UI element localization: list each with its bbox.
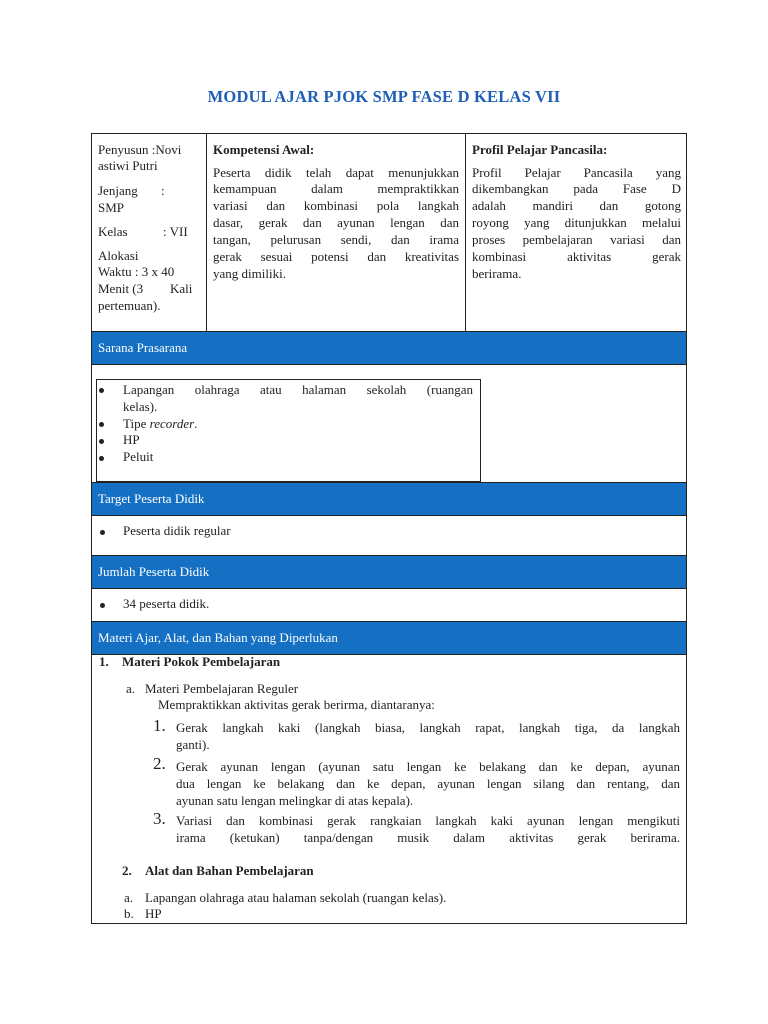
penyusun-row: [98, 142, 181, 158]
bullet-icon: [100, 603, 105, 608]
jenjang-value: SMP: [98, 200, 125, 215]
alokasi-line-4: pertemuan).: [98, 298, 161, 313]
profil-line: royong yang ditunjukkan melalui: [472, 215, 681, 230]
penyusun-label: Penyusun :: [98, 142, 156, 157]
section-1-title: Materi Pokok Pembelajaran: [122, 654, 281, 669]
kompetensi-line: Peserta didik telah dapat menunjukkan: [213, 165, 459, 180]
divider-col-2: [465, 133, 466, 332]
materi-band: [92, 621, 686, 655]
materi-band-label: Materi Ajar, Alat, dan Bahan yang Diperlukan: [98, 630, 338, 645]
sarana-band-label: Sarana Prasarana: [98, 340, 188, 355]
bullet-icon: [99, 439, 104, 444]
item-2-line: ayunan satu lengan melingkar di atas kepala).: [176, 793, 414, 808]
jumlah-item: 34 peserta didik.: [123, 596, 210, 611]
sarana-band: [92, 331, 686, 365]
item-3-line: irama (ketukan) tanpa/dengan musik dalam aktivitas gerak berirama.: [176, 830, 680, 845]
kelas-label: Kelas: [98, 224, 128, 239]
kelas-value: : VII: [163, 224, 188, 239]
penyusun-name-1: Novi: [155, 142, 182, 157]
sub-a-label: a.: [126, 681, 136, 696]
profil-line: Profil Pelajar Pancasila yang: [472, 165, 681, 180]
profil-line: dikembangkan pada Fase D: [472, 181, 681, 196]
item-3-line: Variasi dan kombinasi gerak rangkaian langkah kaki ayunan lengan mengikuti: [176, 813, 680, 828]
alat-a-item: Lapangan olahraga atau halaman sekolah (ruangan kelas).: [145, 890, 447, 905]
target-item: Peserta didik regular: [123, 523, 231, 538]
alat-b-item: HP: [145, 906, 162, 921]
sarana-item-3: HP: [123, 432, 140, 447]
item-1-line: ganti).: [176, 737, 210, 752]
sarana-item-2-italic: recorder: [149, 416, 195, 431]
bullet-icon: [99, 422, 104, 427]
divider-col-1: [206, 133, 207, 332]
alokasi-line-3: Menit (3: [98, 281, 144, 296]
item-2-number: 2.: [153, 754, 166, 773]
item-1-number: 1.: [153, 716, 166, 735]
item-2-line: dua lengan ke belakang dan ke depan, ayunan lengan silang dan rentang, dan: [176, 776, 680, 791]
sub-a-title: Materi Pembelajaran Reguler: [145, 681, 299, 696]
sub-a-intro: Mempraktikkan aktivitas gerak berirma, diantaranya:: [158, 697, 435, 712]
sarana-item-1: Lapangan olahraga atau halaman sekolah (ruangan: [123, 382, 473, 397]
sarana-item-2-text: Tipe: [123, 416, 150, 431]
profil-line: berirama.: [472, 266, 522, 281]
section-1-number: 1.: [99, 654, 109, 669]
sarana-item-2-period: .: [194, 416, 198, 431]
jenjang-colon: :: [161, 183, 165, 198]
kompetensi-line: kemampuan dalam mempraktikkan: [213, 181, 459, 196]
bullet-icon: [100, 530, 105, 535]
target-band-label: Target Peserta Didik: [98, 491, 205, 506]
section-2-number: 2.: [122, 863, 132, 878]
item-2-line: Gerak ayunan lengan (ayunan satu lengan ke belakang dan ke depan, ayunan: [176, 759, 680, 774]
sarana-item-1-cont: kelas).: [123, 399, 158, 414]
penyusun-name-2: astiwi Putri: [98, 158, 158, 173]
alat-a-label: a.: [124, 890, 134, 905]
kompetensi-line: tangan, pelurusan sendi, dan irama: [213, 232, 459, 247]
profil-heading: Profil Pelajar Pancasila:: [472, 142, 608, 157]
section-2-title: Alat dan Bahan Pembelajaran: [145, 863, 314, 878]
document-title: MODUL AJAR PJOK SMP FASE D KELAS VII: [207, 87, 561, 106]
sarana-item-4: Peluit: [123, 449, 154, 464]
kompetensi-line: dasar, gerak dan ayunan lengan dan: [213, 215, 459, 230]
sarana-item-2: [123, 416, 197, 432]
alat-b-label: b.: [124, 906, 134, 921]
profil-line: proses pembelajaran variasi dan: [472, 232, 681, 247]
jumlah-band: [92, 555, 686, 589]
alokasi-line-3b: Kali: [170, 281, 193, 296]
profil-line: kombinasi aktivitas gerak: [472, 249, 681, 264]
item-3-number: 3.: [153, 809, 166, 828]
target-band: [92, 482, 686, 516]
kompetensi-heading: Kompetensi Awal:: [213, 142, 315, 157]
alokasi-line-2: Waktu : 3 x 40: [98, 264, 175, 279]
jenjang-label: Jenjang: [98, 183, 138, 198]
jumlah-band-label: Jumlah Peserta Didik: [98, 564, 210, 579]
kompetensi-line: gerak sesuai potensi dan kreativitas: [213, 249, 459, 264]
bullet-icon: [99, 388, 104, 393]
profil-line: adalah mandiri dan gotong: [472, 198, 681, 213]
bullet-icon: [99, 456, 104, 461]
kompetensi-line: variasi dan kombinasi pola langkah: [213, 198, 459, 213]
alokasi-label: Alokasi: [98, 248, 139, 263]
item-1-line: Gerak langkah kaki (langkah biasa, langkah rapat, langkah tiga, da langkah: [176, 720, 680, 735]
kompetensi-line: yang dimiliki.: [213, 266, 286, 281]
